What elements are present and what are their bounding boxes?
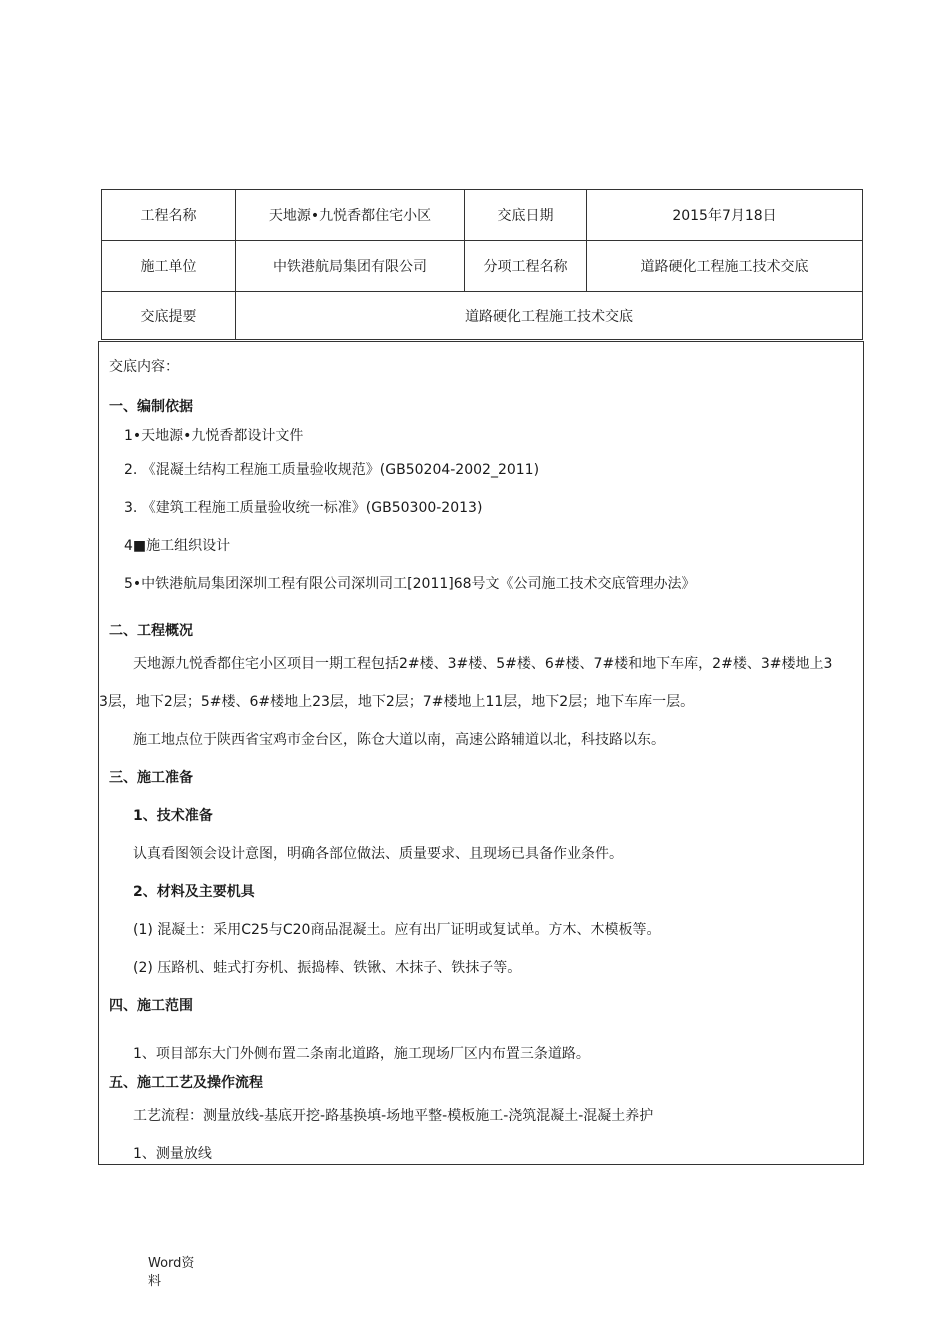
- materials-item-2: (2) 压路机、蛙式打夯机、振捣棒、铁锹、木抹子、铁抹子等。: [133, 960, 522, 976]
- footer-line-2: 料: [148, 1274, 162, 1289]
- footer-line-1: Word资: [148, 1256, 195, 1271]
- basis-item-1: 1•天地源•九悦香都设计文件: [124, 428, 304, 444]
- basis-item-2: 2. 《混凝土结构工程施工质量验收规范》(GB50204-2002_2011): [124, 462, 540, 478]
- footer-note: [148, 1255, 194, 1291]
- header-row: [102, 241, 863, 292]
- construction-unit-label: 施工单位: [102, 241, 236, 292]
- overview-line-1: 天地源九悦香都住宅小区项目一期工程包括2#楼、3#楼、5#楼、6#楼、7#楼和地下车库，2#楼、3#楼地上3: [133, 656, 833, 672]
- header-row: [102, 292, 863, 340]
- overview-line-2: 3层，地下2层；5#楼、6#楼地上23层，地下2层；7#楼地上11层，地下2层；地下车库一层。: [99, 694, 695, 710]
- survey-title: 1、测量放线: [133, 1146, 212, 1162]
- section-5-title: 五、施工工艺及操作流程: [109, 1075, 263, 1091]
- materials-item-1: (1) 混凝土：采用C25与C20商品混凝土。应有出厂证明或复试单。方木、木模板等。: [133, 922, 661, 938]
- header-table: [101, 189, 863, 340]
- scope-text: 1、项目部东大门外侧布置二条南北道路，施工现场厂区内布置三条道路。: [133, 1046, 590, 1062]
- basis-item-4: 4■施工组织设计: [124, 538, 231, 554]
- section-2-title: 二、工程概况: [109, 623, 193, 639]
- project-name-value: 天地源•九悦香都住宅小区: [236, 190, 465, 241]
- project-name-label: 工程名称: [102, 190, 236, 241]
- overview-location: 施工地点位于陕西省宝鸡市金台区，陈仓大道以南，高速公路辅道以北，科技路以东。: [133, 732, 665, 748]
- header-row: [102, 190, 863, 241]
- process-flow: 工艺流程：测量放线-基底开挖-路基换填-场地平整-模板施工-浇筑混凝土-混凝土养护: [133, 1108, 654, 1124]
- basis-item-3: 3. 《建筑工程施工质量验收统一标准》(GB50300-2013): [124, 500, 483, 516]
- handover-date-label: 交底日期: [465, 190, 587, 241]
- basis-item-5: 5•中铁港航局集团深圳工程有限公司深圳司工[2011]68号文《公司施工技术交底管理办法》: [124, 576, 696, 592]
- handover-date-value: 2015年7月18日: [587, 190, 863, 241]
- materials-title: 2、材料及主要机具: [133, 884, 255, 900]
- section-3-title: 三、施工准备: [109, 770, 193, 786]
- tech-prep-text: 认真看图领会设计意图，明确各部位做法、质量要求、且现场已具备作业条件。: [133, 846, 623, 862]
- section-1-title: 一、编制依据: [109, 399, 193, 415]
- summary-value: 道路硬化工程施工技术交底: [236, 292, 863, 340]
- content-intro: 交底内容：: [109, 359, 179, 375]
- construction-unit-value: 中铁港航局集团有限公司: [236, 241, 465, 292]
- sub-project-value: 道路硬化工程施工技术交底: [587, 241, 863, 292]
- summary-label: 交底提要: [102, 292, 236, 340]
- section-4-title: 四、施工范围: [109, 998, 193, 1014]
- tech-prep-title: 1、技术准备: [133, 808, 213, 824]
- sub-project-label: 分项工程名称: [465, 241, 587, 292]
